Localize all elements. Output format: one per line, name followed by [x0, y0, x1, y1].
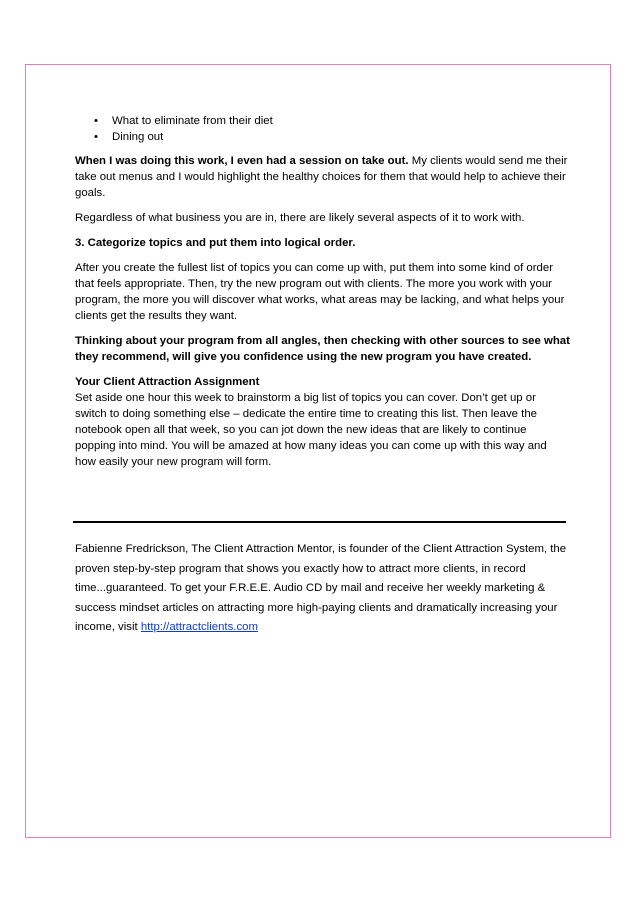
- bullet-dot-icon: •: [94, 131, 98, 143]
- thinking-paragraph: Thinking about your program from all angles, then checking with other sources to see what they recommend, will give you confidence using the new program you have created.: [75, 335, 570, 363]
- bullet-dot-icon: •: [94, 115, 98, 127]
- step3-heading: 3. Categorize topics and put them into logical order.: [75, 237, 356, 249]
- regardless-paragraph: Regardless of what business you are in, there are likely several aspects of it to work with.: [75, 212, 525, 224]
- assignment-title: Your Client Attraction Assignment: [75, 376, 260, 388]
- after-create-paragraph: After you create the fullest list of topics you can come up with, put them into some kind of order that feels appropriate. Then, try the new program out with clients. The more you work with your program, the more you will discover what works, what areas may be lacking, and what helps your clients get the results they want.: [75, 262, 565, 322]
- list-item-text: Dining out: [112, 131, 164, 143]
- list-item: [75, 113, 570, 129]
- takeout-paragraph: [75, 153, 570, 201]
- author-bio: [75, 540, 570, 638]
- section-divider: [73, 521, 566, 523]
- article-body: [75, 113, 570, 479]
- bio-text: Fabienne Fredrickson, The Client Attraction Mentor, is founder of the Client Attraction System, the proven step-by-step program that shows you exactly how to attract more clients, in record time...guaranteed. To get your F.R.E.E. Audio CD by mail and receive her weekly marketing & success mindset articles on attracting more high-paying clients and dramatically increasing your income, visit: [75, 543, 567, 633]
- assignment-section: [75, 374, 570, 470]
- takeout-lead: When I was doing this work, I even had a session on take out.: [75, 155, 409, 167]
- website-link[interactable]: http://attractclients.com: [140, 621, 258, 633]
- takeout-text: My clients would send me their take out menus and I would highlight the healthy choices for them that would help to achieve their goals.: [75, 155, 568, 199]
- assignment-body: Set aside one hour this week to brainstorm a big list of topics you can cover. Don’t get up or switch to doing something else – dedicate the entire time to creating this list. Then leave the notebook open all that week, so you can jot down the new ideas that are likely to continue popping into mind. You will be amazed at how many ideas you can come up with this way and how easily your new program will form.: [75, 392, 547, 468]
- list-item: [75, 129, 570, 145]
- bullet-list: [75, 113, 570, 145]
- list-item-text: What to eliminate from their diet: [112, 115, 273, 127]
